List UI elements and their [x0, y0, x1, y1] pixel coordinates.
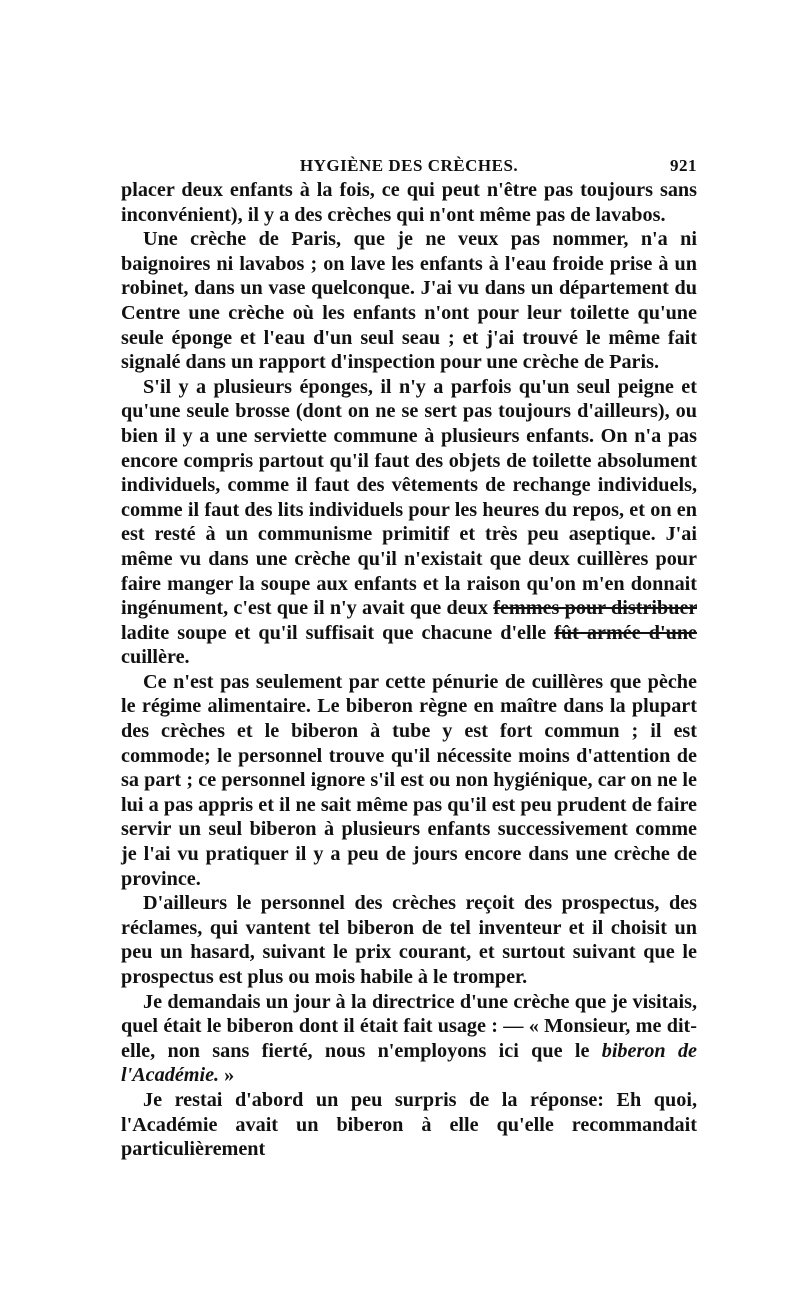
paragraph-text: Je demandais un jour à la directrice d'une crèche que je visitais, quel était le biberon dont il était fait usage : — « Monsieur, me dit-elle, non sans fierté, nous n'employons ici que le — [121, 990, 697, 1062]
running-head — [121, 152, 697, 178]
struck-text: femmes pour distribuer — [493, 597, 697, 620]
paragraph — [121, 375, 697, 670]
paragraph-text: placer deux enfants à la fois, ce qui peut n'être pas toujours sans inconvénient), il y a des crèches qui n'ont même pas de lavabos. — [121, 179, 697, 226]
paragraph — [121, 227, 697, 375]
paragraph — [121, 178, 697, 227]
paragraph — [121, 670, 697, 891]
page-number: 921 — [670, 156, 697, 175]
paragraph — [121, 891, 697, 989]
paragraph-text: Ce n'est pas seulement par cette pénurie de cuillères que pèche le régime alimentaire. Le biberon règne en maître dans la plupart des crèches et le biberon à tube y est fort commun ; il est commode; le personnel trouve qu'il nécessite moins d'attention de sa part ; ce personnel ignore s'il est ou non hygiénique, car on ne le lui a pas appris et il ne sait même pas qu'il est peu prudent de faire servir un seul biberon à plusieurs enfants successivement comme je l'ai vu pratiquer il y a peu de jours encore dans une crèche de province. — [121, 670, 697, 890]
struck-text: fût armée d'une — [554, 621, 698, 644]
body-text — [121, 178, 697, 1162]
running-title: HYGIÈNE DES CRÈCHES. — [299, 156, 519, 175]
paragraph — [121, 1088, 697, 1162]
emphasized-text: biberon de l'Académie. — [121, 1039, 697, 1087]
paragraph-text: ladite soupe et qu'il suffisait que chacune d'elle — [121, 621, 547, 644]
paragraph-text: Une crèche de Paris, que je ne veux pas nommer, n'a ni baignoires ni lavabos ; on lave les enfants à l'eau froide prise à un robinet, dans un vase quelconque. J'ai vu dans un département du Centre une crèche où les enfants n'ont pour leur toilette qu'une seule éponge et l'eau d'un seul seau ; et j'ai trouvé le même fait signalé dans un rapport d'inspection pour une crèche de Paris. — [121, 228, 697, 374]
paragraph-text: cuillère. — [121, 646, 190, 669]
paragraph-text: D'ailleurs le personnel des crèches reçoit des prospectus, des réclames, qui vantent tel biberon de tel inventeur et il choisit un peu un hasard, suivant le prix courant, et surtout suivant que le prospectus est plus ou mois habile à le tromper. — [121, 892, 697, 988]
paragraph-text: » — [224, 1064, 235, 1087]
book-page — [121, 152, 697, 1162]
paragraph — [121, 990, 697, 1088]
paragraph-text: S'il y a plusieurs éponges, il n'y a parfois qu'un seul peigne et qu'une seule brosse (dont on ne se sert pas toujours d'ailleurs), ou bien il y a une serviette commune à plusieurs enfants. On n'a pas encore compris partout qu'il faut des objets de toilette absolument individuels, comme il faut des vêtements de rechange individuels, comme il faut des lits individuels pour les heures du repos, et on en est resté à un communisme primitif et très peu aseptique. J'ai même vu dans une crèche qu'il n'existait que deux cuillères pour faire manger la soupe aux enfants et la raison qu'on m'en donnait ingénument, c'est que il n'y avait que deux — [121, 375, 697, 620]
paragraph-text: Je restai d'abord un peu surpris de la réponse: Eh quoi, l'Académie avait un biberon à elle qu'elle recommandait particulièrement — [121, 1088, 697, 1161]
